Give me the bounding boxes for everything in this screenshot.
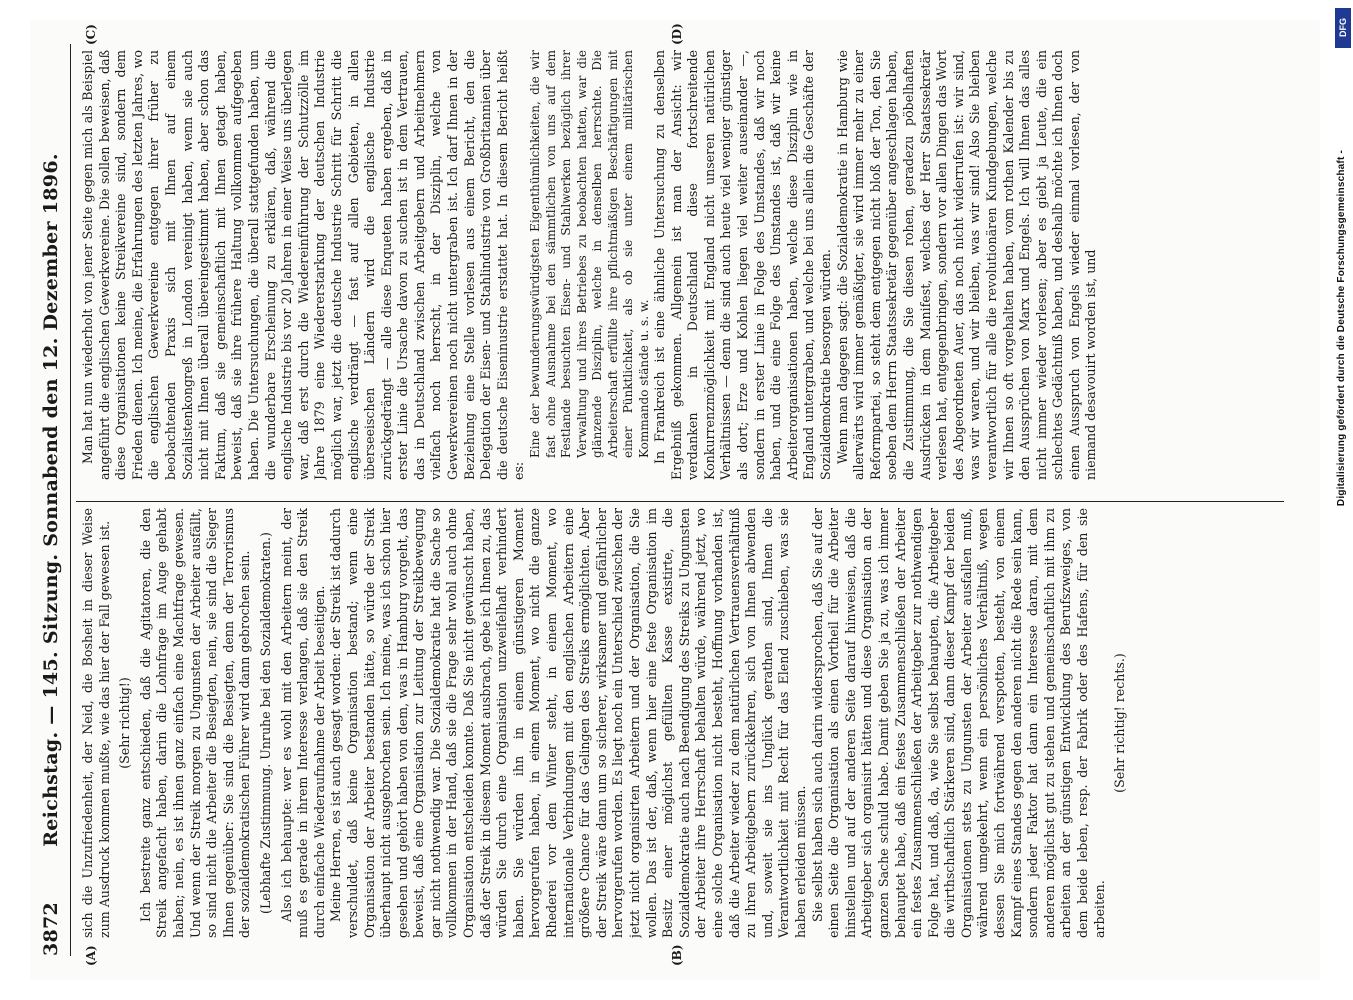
header-rule (70, 44, 71, 956)
paragraph: sich die Unzufriedenheit, der Neid, die Bosheit in dieser Weise zum Ausdruck kommen mußte, wie das hier der Fall gewesen ist. (80, 508, 112, 938)
paragraph: Ich bestreite ganz entschieden, daß die Agitatoren, die den Streik angefacht haben, darin die Lohnfrage im Auge gehabt haben; nein, es ist ihnen ganz einfach eine Machtfrage gewesen. Und wenn der Streik morgen zu Ungunsten der Arbeiter ausfällt, so sind nicht die Arbeiter die Besiegten, nein, sie sind die Sieger Ihnen gegenüber: Sie sind die Besiegten, denn der Terrorismus der sozialdemokratischen Führer wird dann gebrochen sein. (137, 508, 253, 938)
margin-mark-b: (B) (670, 944, 684, 966)
paragraph: Sie selbst haben sich auch darin widersprochen, daß Sie auf der einen Seite die Organisation als einen Vortheil für die Arbeiter hinstellen und auf der anderen Seite darauf hinweisen, daß die Arbeitgeber sich organisirt hätten und diese Organisation an der ganzen Sache schuld habe. Damit geben Sie ja zu, was ich immer behauptet habe, daß ein festes Zusammenschließen der Arbeiter ein festes Zusammenschließen der Arbeitgeber zur nothwendigen Folge hat, und daß, da, wie Sie selbst behaupten, die Arbeitgeber die wirthschaftlich Stärkeren sind, dann dieser Kampf der beiden Organisationen stets zu Ungunsten der Arbeiter ausfallen muß, während umgekehrt, wenn ein persönliches Verhältniß, wegen dessen Sie mich fortwährend verspotten, besteht, von einem Kampf eines Standes gegen den anderen nicht die Rede sein kann, sondern jeder Faktor hat dann ein Interesse daran, mit dem anderen möglichst gut zu stehen und gemeinschaftlich mit ihm zu arbeiten an der günstigen Entwicklung des Berufszweiges, von dem beide leben, resp. der Fabrik oder des Hafens, für den sie arbeiten. (809, 508, 1107, 938)
document-page (30, 20, 1320, 980)
right-column (80, 50, 1284, 480)
paragraph: Also ich behaupte: wer es wohl mit den Arbeitern meint, der muß es gerade in ihrem Interesse verlangen, daß sie den Streik durch einfache Wiederaufnahme der Arbeit beseitigen. (278, 508, 327, 938)
margin-mark-c: (C) (84, 24, 98, 45)
left-column (80, 508, 1284, 938)
margin-mark-a: (A) (84, 945, 98, 966)
paragraph: Meine Herren, es ist auch gesagt worden: der Streik ist dadurch verschuldet, daß keine Organisation bestand; wenn eine Organisation der Arbeiter bestanden hätte, so würde der Streik überhaupt nicht ausgebrochen sein. Ich meine, was ich schon hier gesehen und gehört haben von dem, was in Hamburg vorgeht, das beweist, daß eine Organisation zur Leitung der Streikbewegung gar nicht nothwendig war. Die Sozialdemokratie hat die Sache so vollkommen in der Hand, daß sie die Frage sehr wohl auch ohne Organisation entscheiden konnte. Daß Sie nicht gewünscht haben, daß der Streik in diesem Moment ausbrach, gebe ich Ihnen zu, das würden Sie durch eine Organisation unzweifelhaft verhindert haben. Sie würden ihn in einem günstigeren Moment hervorgerufen haben, in einem Moment, wo nicht die ganze Rhederei vor dem Winter steht, in einem Moment, wo internationale Verbindungen mit den englischen Arbeitern eine größere Chance für das Gelingen des Streiks ermöglichten. Aber der Streik wäre dann um so sicherer, wirksamer und gefährlicher hervorgerufen worden. Es liegt noch ein Unterschied zwischen der jetzt nicht organisirten Arbeitern und der Organisation, die Sie wollen. Das ist der, daß, wenn hier eine feste Organisation im Besitz einer möglichst gefüllten Kasse existirte, die Sozialdemokratie auch nach Beendigung des Streiks zu Ungunsten der Arbeiter ihre Herrschaft behalten würde, während jetzt, wo eine solche Organisation nicht besteht, Hoffnung vorhanden ist, daß die Arbeiter wieder zu dem natürlichen Vertrauensverhältniß zu ihren Arbeitgebern zurückkehren, sich von Ihnen abwenden und, soweit sie ins Unglück gerathen sind, Ihnen die Verantwortlichkeit mit Recht für das Elend zuschieben, was sie haben erleiden müssen. (328, 508, 808, 938)
paragraph: Man hat nun wiederholt von jener Seite gegen mich als Beispiel angeführt die englischen Gewerkvereine. Die sollen beweisen, daß diese Organisationen keine Streikvereine sind, sondern dem Frieden dienen. Ich meine, die Erfahrungen des letzten Jahres, wo die englischen Gewerkvereine entgegen ihrer früher zu beobachtenden Praxis sich mit Ihnen auf einem Sozialistenkongreß in London vereinigt haben, wenn sie auch nicht mit Ihnen überall übereingestimmt haben, aber schon das Faktum, daß sie gemeinschaftlich mit Ihnen getagt haben, beweist, daß sie ihre frühere Haltung vollkommen aufgegeben haben. Die Untersuchungen, die überall stattgefunden haben, um die wunderbare Erscheinung zu erklären, daß, während die englische Industrie bis vor 20 Jahren in einer Weise uns überlegen war, daß erst durch die Wiedereinführung der Schutzzölle im Jahre 1879 eine Wiedererstarkung der deutschen Industrie möglich war, jetzt die deutsche Industrie Schritt für Schritt die englische verdrängt — fast auf allen Gebieten, in allen überseeischen Ländern wird die englische Industrie zurückgedrängt — alle diese Enqueten haben ergeben, daß in erster Linie die Ursache davon zu suchen ist in dem Vertrauen, das in Deutschland zwischen Arbeitgebern und Arbeitnehmern vielfach noch herrscht, in der Disziplin, welche von Gewerkvereinen noch nicht untergraben ist. Ich darf Ihnen in der Beziehung eine Stelle vorlesen aus einem Bericht, den die Delegation der Eisen- und Stahlindustrie von Großbritannien über die deutsche Eiseninustrie erstattet hat. In diesem Bericht heißt es: (80, 50, 527, 480)
running-title: Reichstag. — 145. Sitzung. Sonnabend den 12. Dezember 1896. (40, 153, 62, 847)
column-divider (76, 501, 1284, 502)
quotation: Eine der bewunderungswürdigsten Eigenthümlichkeiten, die wir fast ohne Ausnahme bei den sämmtlichen von uns auf dem Festlande besuchten Eisen- und Stahlwerken bezüglich ihrer Verwaltung und ihres Betriebes zu beobachten hatten, war die glänzende Disziplin, welche in denselben herrschte. Die Arbeiterschaft erfüllte ihre pflichtmäßigen Beschäftigungen mit einer Pünktlichkeit, als ob sie unter einem militärischen Kommando stände u. s. w. (528, 50, 651, 458)
page-number: 3872 (40, 901, 62, 956)
interjection: (Lebhafte Zustimmung. Unruhe bei den Sozialdemokraten.) (257, 532, 273, 914)
paragraph: In Frankreich ist eine ähnliche Untersuchung zu denselben Ergebniß gekommen. Allgemein ist man der Ansicht: wir verdanken in Deutschland diese fortschreitende Konkurrenzmöglichkeit mit England nicht unseren natürlichen Verhältnissen — denn die sind auch heute viel weniger günstiger als dort; Erze und Kohlen liegen viel weiter auseinander —, sondern in erster Linie in Folge des Umstandes, daß wir noch haben, und die eine Folge des Umstandes ist, daß wir keine Arbeiterorganisationen haben, welche diese Disziplin wie in England untergraben, und welche bei uns allein die Geschäfte der Sozialdemokratie besorgen würden. (652, 50, 833, 480)
paragraph: Wenn man dagegen sagt: die Sozialdemokratie in Hamburg wie allerwärts wird immer gemäßigter, sie wird immer mehr zu einer Reformpartei, so steht dem entgegen nicht bloß der Ton, den Sie soeben dem Herrn Staatssekretär gegenüber angeschlagen haben, die Zustimmung, die Sie diesen rohen, geradezu pöbelhaften Ausdrücken in dem Manifest, welches der Herr Staatssekretär verlesen hat, entgegenbringen, sondern vor allen Dingen das Wort des Abgeordneten Auer, das noch nicht widerrufen ist: wir sind, was wir waren, und wir bleiben, was wir sind! Also Sie bleiben verantwortlich für alle die revolutionären Kundgebungen, welche wir Ihnen so oft vorgehalten haben, vom rothen Kalender bis zu den Aussprüchen von Marx und Engels. Ich will Ihnen das alles nicht immer wieder vorlesen; aber es giebt ja Leute, die ein schlechtes Gedächtniß haben, und deshalb möchte ich Ihnen doch einen Ausspruch von Engels wieder einmal vorlesen, der von niemand desavouirt worden ist, und (834, 50, 1099, 480)
digitization-note: Digitalisierung gefördert durch die Deutsche Forschungsgemeinschaft - (1336, 150, 1347, 507)
dfg-logo: DFG (1335, 8, 1351, 48)
margin-mark-d: (D) (670, 23, 684, 45)
interjection: (Sehr richtig!) (117, 677, 133, 769)
interjection: (Sehr richtig! rechts.) (1112, 653, 1128, 793)
page-header (36, 44, 70, 956)
